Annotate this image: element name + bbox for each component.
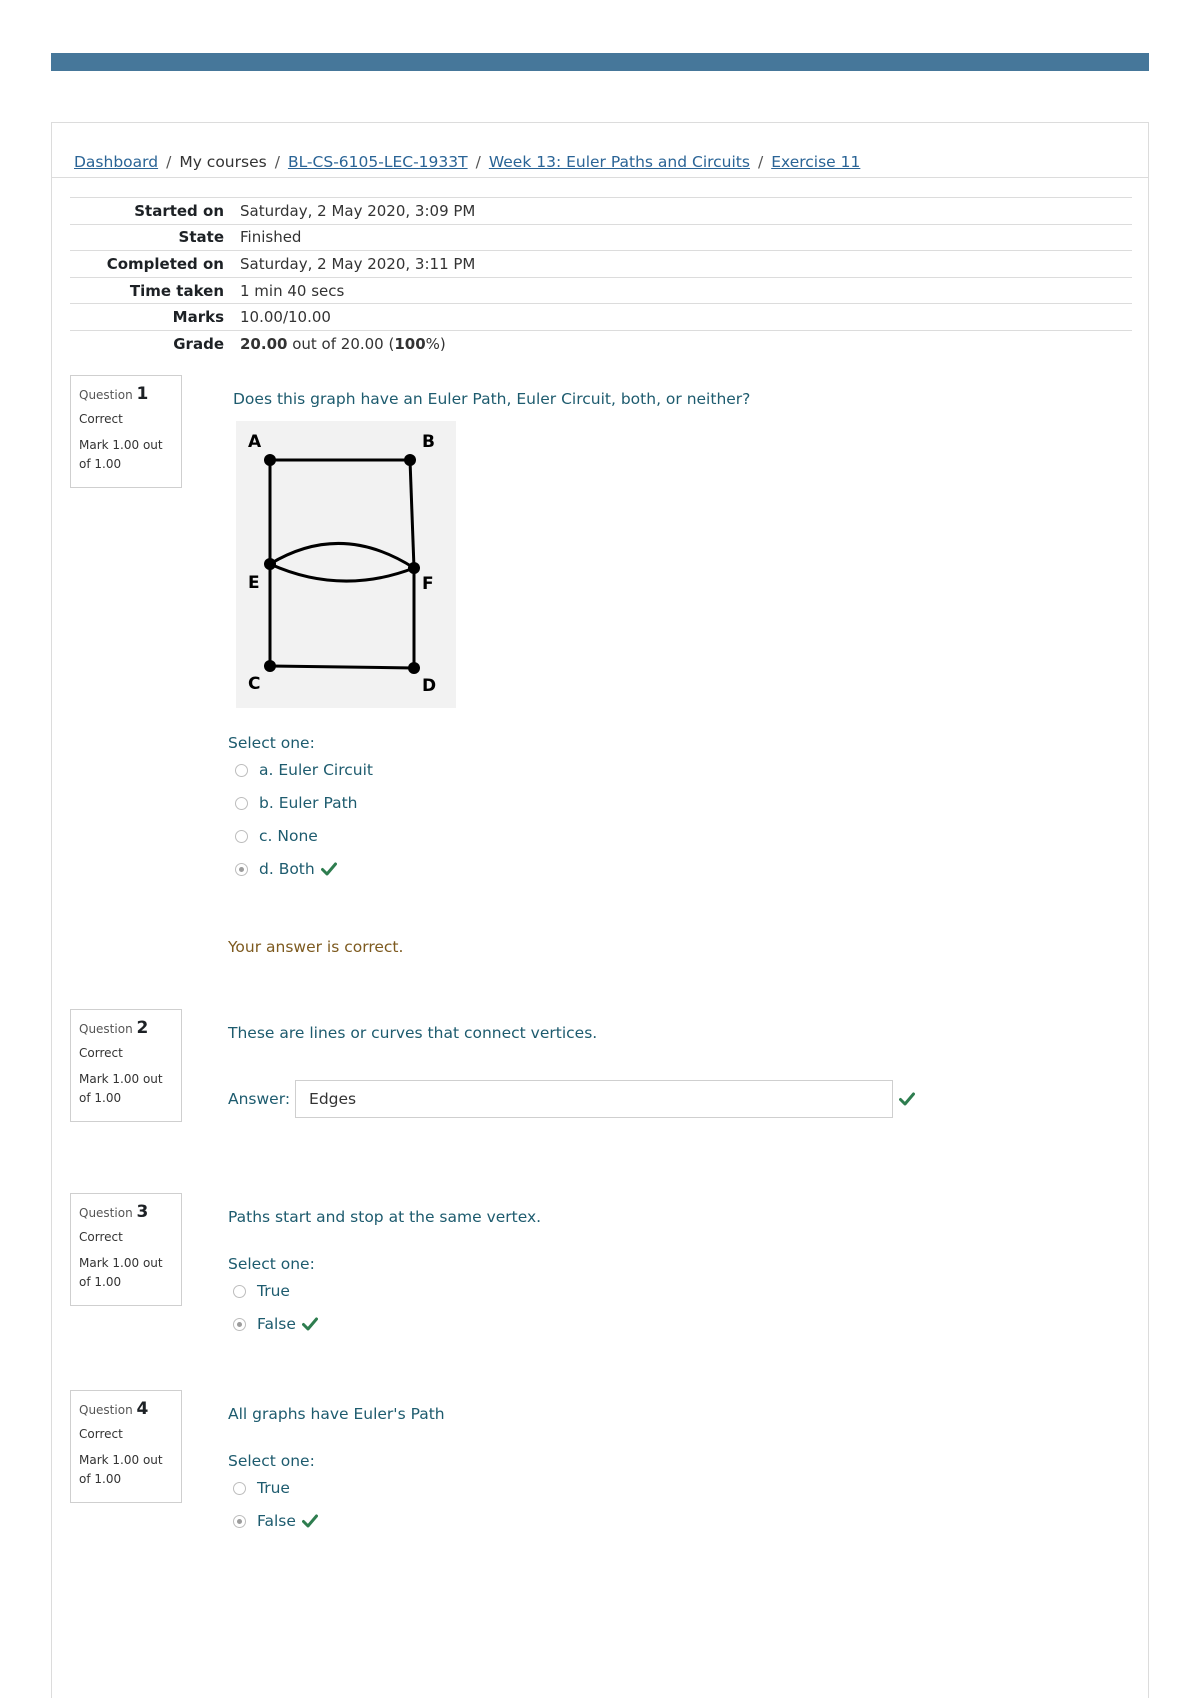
breadcrumb-separator: /: [166, 153, 172, 171]
attempt-summary-table: [70, 197, 1132, 357]
radio-button-selected[interactable]: [233, 1515, 246, 1528]
q4-option-false[interactable]: [233, 1512, 318, 1530]
question-number: [79, 384, 173, 404]
breadcrumb-week-link[interactable]: Week 13: Euler Paths and Circuits: [488, 153, 750, 171]
graph-svg: [236, 421, 456, 708]
check-icon: [302, 1514, 318, 1528]
option-label: False: [257, 1315, 296, 1333]
radio-button[interactable]: [233, 1482, 246, 1495]
question-text-4: All graphs have Euler's Path: [228, 1405, 445, 1423]
summary-row-completed: [70, 250, 1132, 277]
graph-edges: [270, 460, 414, 668]
q1-option-c[interactable]: [235, 827, 318, 845]
summary-label: Started on: [134, 201, 224, 220]
grade-mid: out of 20.00 (: [287, 334, 395, 353]
question-mark: Mark 1.00 out of 1.00: [79, 1072, 163, 1105]
question-word: Question: [79, 1206, 133, 1220]
top-bar: [51, 53, 1149, 71]
check-icon: [321, 862, 337, 876]
question-word: Question: [79, 388, 133, 402]
grade-end: %): [425, 334, 446, 353]
select-one-label: Select one:: [228, 734, 315, 752]
question-num: 4: [136, 1399, 149, 1419]
breadcrumb-separator: /: [274, 153, 280, 171]
summary-value: 1 min 40 secs: [240, 281, 345, 300]
question-text-1: Does this graph have an Euler Path, Euler Circuit, both, or neither?: [233, 390, 751, 408]
radio-button[interactable]: [235, 797, 248, 810]
option-label: True: [257, 1282, 290, 1300]
q4-option-true[interactable]: [233, 1479, 290, 1497]
radio-button[interactable]: [233, 1285, 246, 1298]
radio-button[interactable]: [235, 764, 248, 777]
edge-b-f: [410, 460, 414, 568]
option-label: d. Both: [259, 860, 315, 878]
question-state: Correct: [79, 1230, 123, 1244]
breadcrumb-my-courses: My courses: [179, 153, 267, 171]
vertex-label-e: E: [248, 573, 260, 593]
summary-label: Completed on: [106, 254, 224, 273]
question-state: Correct: [79, 1046, 123, 1060]
summary-label: Marks: [172, 308, 224, 327]
option-label: c. None: [259, 827, 318, 845]
breadcrumb-course-link[interactable]: BL-CS-6105-LEC-1933T: [287, 153, 468, 171]
vertex-label-d: D: [422, 676, 437, 696]
option-label: a. Euler Circuit: [259, 761, 374, 779]
answer-label: Answer:: [228, 1090, 291, 1108]
edge-e-f-upper: [270, 543, 414, 568]
summary-row-grade: [70, 330, 1132, 357]
vertex-c: [264, 660, 276, 672]
breadcrumb-dashboard-link[interactable]: Dashboard: [74, 153, 159, 171]
breadcrumb-divider: [52, 177, 1148, 178]
question-mark: Mark 1.00 out of 1.00: [79, 1256, 163, 1289]
grade-score: 20.00: [240, 334, 288, 353]
vertex-label-c: C: [248, 674, 261, 694]
q1-option-d[interactable]: [235, 860, 337, 878]
question-mark: Mark 1.00 out of 1.00: [79, 1453, 163, 1486]
vertex-d: [408, 662, 420, 674]
question-text-2: These are lines or curves that connect vertices.: [228, 1024, 598, 1042]
vertex-label-f: F: [422, 574, 434, 594]
summary-value: 10.00/10.00: [240, 308, 331, 327]
vertex-b: [404, 454, 416, 466]
quiz-review-page: [51, 122, 1149, 1698]
euler-graph-image: [236, 421, 456, 708]
select-one-label: Select one:: [228, 1255, 315, 1273]
radio-button-selected[interactable]: [233, 1318, 246, 1331]
summary-label: State: [178, 228, 224, 247]
question-number: [79, 1399, 173, 1419]
breadcrumb-separator: /: [757, 153, 764, 171]
answer-input[interactable]: Edges: [295, 1080, 893, 1118]
question-state: Correct: [79, 1427, 123, 1441]
summary-row-started: [70, 197, 1132, 224]
edge-c-d: [270, 666, 414, 668]
summary-value: Finished: [240, 228, 302, 247]
edge-e-f-lower: [270, 564, 414, 581]
breadcrumb-separator: /: [475, 153, 481, 171]
radio-button-selected[interactable]: [235, 863, 248, 876]
q1-option-a[interactable]: [235, 761, 373, 779]
q3-option-false[interactable]: [233, 1315, 318, 1333]
question-number: [79, 1018, 173, 1038]
check-icon: [302, 1317, 318, 1331]
answer-row: [228, 1080, 915, 1118]
summary-value: Saturday, 2 May 2020, 3:09 PM: [240, 201, 476, 220]
option-label: False: [257, 1512, 296, 1530]
question-state: Correct: [79, 412, 123, 426]
question-text-3: Paths start and stop at the same vertex.: [228, 1208, 542, 1226]
check-icon: [899, 1092, 915, 1106]
vertex-a: [264, 454, 276, 466]
breadcrumb-exercise-link[interactable]: Exercise 11: [771, 153, 861, 171]
breadcrumb: [74, 153, 860, 171]
graph-vertices: [264, 454, 420, 674]
vertex-f: [408, 562, 420, 574]
summary-label: Grade: [173, 334, 224, 353]
question-info-4: [70, 1390, 182, 1503]
summary-row-marks: [70, 303, 1132, 330]
question-num: 2: [136, 1018, 149, 1038]
question-mark: Mark 1.00 out of 1.00: [79, 438, 163, 471]
question-word: Question: [79, 1403, 133, 1417]
question-num: 1: [136, 384, 149, 404]
grade-percent: 100: [394, 334, 426, 353]
summary-label: Time taken: [129, 281, 224, 300]
summary-row-state: [70, 224, 1132, 251]
summary-value: Saturday, 2 May 2020, 3:11 PM: [240, 254, 476, 273]
question-number: [79, 1202, 173, 1222]
question-info-2: [70, 1009, 182, 1122]
option-label: b. Euler Path: [259, 794, 358, 812]
select-one-label: Select one:: [228, 1452, 315, 1470]
feedback-text: Your answer is correct.: [228, 938, 404, 956]
summary-value: [240, 335, 446, 353]
question-word: Question: [79, 1022, 133, 1036]
radio-button[interactable]: [235, 830, 248, 843]
question-info-3: [70, 1193, 182, 1306]
summary-row-time: [70, 277, 1132, 304]
vertex-label-a: A: [248, 432, 262, 452]
vertex-label-b: B: [422, 432, 435, 452]
q3-option-true[interactable]: [233, 1282, 290, 1300]
question-info-1: [70, 375, 182, 488]
question-num: 3: [136, 1202, 149, 1222]
vertex-e: [264, 558, 276, 570]
q1-option-b[interactable]: [235, 794, 358, 812]
option-label: True: [257, 1479, 290, 1497]
